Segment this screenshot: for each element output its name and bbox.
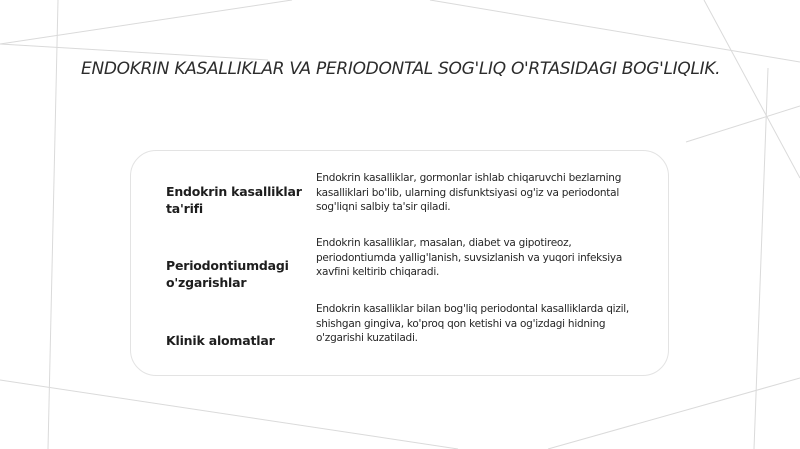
slide-title: ENDOKRIN KASALLIKLAR VA PERIODONTAL SOG'LIQ O'RTASIDAGI BOG'LIQLIK. <box>81 59 721 79</box>
row-description-clinical-symptoms: Endokrin kasalliklar bilan bog'liq periodontal kasalliklarda qizil, shishgan gingiva, ko'proq qon ketishi va og'izdagi hidning o'zgarishi kuzatiladi. <box>316 303 630 344</box>
row-description-periodontium-changes: Endokrin kasalliklar, masalan, diabet va gipotireoz, periodontiumda yallig'lanish, suvsizlanish va yuqori infeksiya xavfini keltirib chiqaradi. <box>316 237 623 278</box>
row-description-definition: Endokrin kasalliklar, gormonlar ishlab chiqaruvchi bezlarning kasalliklari bo'lib, ularning disfunktsiyasi og'iz va periodontal sog'liqni salbiy ta'sir qiladi. <box>316 172 622 213</box>
row-label-definition: Endokrin kasalliklar ta'rifi <box>166 184 302 216</box>
row-label-periodontium-changes: Periodontiumdagi o'zgarishlar <box>166 258 289 290</box>
row-label-clinical-symptoms: Klinik alomatlar <box>166 333 275 348</box>
